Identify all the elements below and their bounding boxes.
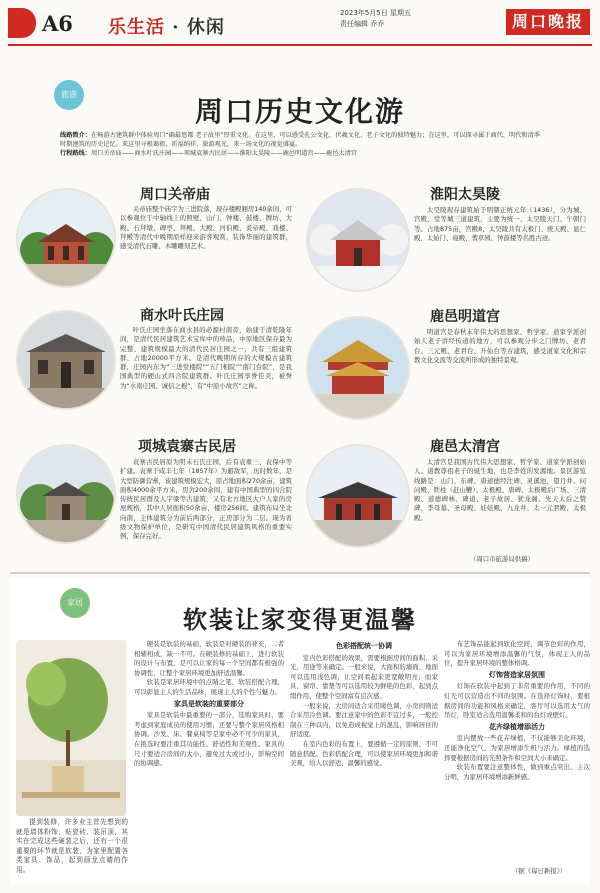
site-text-guandi: 关帝庙整个庙宇为三进院落，现存楼殿厢房140余间，可以参观位于中轴线上的照壁、山门、钟楼、鼓楼、牌坊、大殿、石拜墩、碑亭、拜殿、大殿、河伯殿、炎帝殿、戏楼、拜殿等清代中晚期原样迎来游客观赏，装饰华丽的建筑群，感受清代石雕、木雕雕刻艺术。 [120,205,292,251]
site-title-yuan: 项城袁寨古民居 [138,439,236,455]
taihao-tomb-photo [306,188,410,292]
guandi-temple-photo [16,188,116,288]
col3-subheading: 花卉绿植增添活力 [489,722,545,731]
page-number: A6 [42,11,73,36]
home-badge: 家居 [60,588,90,618]
col3-paragraph: 室内摆放一些花卉绿植，不仅能够美化环境，还能净化空气，为家居增添生机与活力。绿植的选择要根据房间的光照条件和空间大小来确定。 [444,734,590,762]
site-text-taihao: 太昊陵现存建筑始于明朝正统元年（1436），分为城、宫殿、堂等城三道建筑，主要为统一、太昊陵天门、午朝门等。占地875亩，宫殿8，太昊陵共有太极门、统天殿、显仁殿、太始门、寝殿、蓍草园、钟鼓楼等名胜古迹。 [414,206,586,242]
section-subtitle: 休闲 [186,17,225,38]
feature2-headline: 软装让家变得更温馨 [183,605,417,634]
intro-text: 在畅游古建筑群中体验周口“确最悠都 老子故里”厚重文化。在这里，可以感受孔公文化、伏羲文化、老子文化的独特魅力；在这里，可以探寻属于商代、明代和清季时期建筑的历史记忆。来这里寻根谒祖、祈福纳祥、旅游观光，来一场文化的视觉盛宴。 [60,132,541,148]
masthead-meta [340,8,411,30]
photo-caption: 提到装修，许多业主首先想到的就是墙体粉饰、贴瓷砖、装吊顶，其实在完成这些硬装之后，还有一个很重要的环节就是软装，为家里配置各类家具、饰品，起到画龙点睛的作用。 [16,818,128,874]
feature1-intro [60,132,540,158]
feature1-credit: （周口市旅游局供稿） [470,555,534,563]
site-title-ye: 商水叶氏庄园 [140,308,224,324]
site-text-ye: 叶氏庄园坐落在商水县的必源村南旁，始建于清乾隆年间，是清代民居建筑艺术宝库中的珍品，中原地区保存最为完整、建筑规模最大的清代民居庄园之一，共有三组建筑群，占地20000平方米。是清代晚期所存的大规模古建筑群，庄园内东为“三进堂楼院”“五门相院”“南门台院”，是我国典型的硬山式四合院建筑群。叶氏庄园享誉佳美，被誉为“水南庄园、诚信之根”，有“中原小故宫”之称。 [120,326,292,390]
travel-badge: 旅游 [54,80,84,110]
article-column-1 [134,640,284,876]
newspaper-brand: 周口晚报 [506,9,590,35]
yuan-residence-photo [16,444,116,544]
masthead-right [340,8,590,40]
col1-subheading: 家具是软装的重要部分 [174,699,244,708]
col3-paragraph: 灯饰在软装中起到了非常重要的作用，不同的灯光可以营造出不同的氛围。在选择灯饰时，要根据房间的功能和风格来确定，客厅可以选用大气的吊灯，卧室适合选用温馨柔和的台灯或壁灯。 [444,682,590,720]
mingdao-palace-photo [306,316,410,420]
editor-line: 责任编辑 乔乔 [340,20,385,28]
section-name: 乐生活 · 休闲 [108,17,225,38]
col2-subheading: 色彩搭配统一协调 [336,642,392,650]
col1-paragraph: 家具是软装中最重要的一部分，选购家具时，要考虑到家庭成员的使用习惯，还要与整个家居风格相协调。沙发、床、餐桌椅等是家中必不可少的家具，在挑选时要注重其功能性、舒适性和美观性。家具的尺寸要适合房间的大小，避免过大或过小，影响空间的协调感。 [134,711,284,768]
col1-paragraph: 软装是家居环境中的点睛之笔，软装搭配合理，可以彰显主人的生活品味，展现主人的个性与魅力。 [134,678,284,696]
col2-paragraph: 在室内色彩的布置上，要遵循一定的原则，不可随意搭配。色彩搭配合理，可以使家居环境更加和谐美观，给人以舒适、温馨的感觉。 [290,739,438,768]
masthead-rule [8,44,592,46]
col3-paragraph: 软装布置要注意整体性，做到重点突出、主次分明，为家居环境增添新鲜感。 [444,763,590,781]
article-column-3 [444,640,590,864]
section-title: 乐生活 [108,17,165,38]
site-text-taiqing: 太清宫是我国古代伟大思想家、哲学家、道家学派创始人、道教尊祖老子的诞生地，也是李姓的发源地。景区游览线路是：山门、东碑、唐道德经注碑、灵溪池、望月井、问问殿、铁柱（赶山鞭）、太极殿、唐碑、太极殿后广场、三清殿、道德碑林、碑道、老子故居、犹龙阁、先天太后之赞碑、李母墓、圣母殿、娃娃殿、九龙井、太一元君殿、太极殿。 [414,458,586,522]
col2-paragraph: 室内色彩搭配的效果，需要根据房间的面积、采光、用途等来确定。一般来说，大面积的墙面、地面可以选用浅色调，让空间看起来更宽敞明亮；而家具、窗帘、靠垫等可以选用较为鲜艳的色彩，起到点缀作用，使整个空间富有层次感。 [290,653,438,700]
section-divider [10,572,590,574]
feature2-credit: （据《每日新报》） [512,867,567,875]
route-text: 周口关帝庙——商水叶氏庄园——项城袁寨古民居——淮阳太昊陵——鹿邑明道宫——鹿邑太清宫 [90,149,357,157]
masthead [8,6,248,40]
site-text-mingdao: 明道宫是春秋末年伟大的思想家、哲学家、道家学派创始人老子讲经传道的地方，可以参观分步之门牌坊、老君台、三元殿、老君台、升仙台等古建筑，感受道家文化和宗教文化交流等交流所形成的独特景观。 [414,328,586,364]
article-column-2 [290,640,438,876]
site-title-taiqing: 鹿邑太清宫 [430,439,500,455]
site-title-mingdao: 鹿邑明道宫 [430,309,500,325]
site-title-guandi: 周口关帝庙 [140,187,210,203]
col3-subheading: 灯饰营造家居氛围 [489,670,545,679]
col1-paragraph: 硬装是软装的基础，软装是对硬装的补充，二者相辅相成，缺一不可。在硬装修的基础上，进行软装的设计与布置，是可以让家的每一个空间都有极强的协调性，让整个家居环境更加舒适温馨。 [134,640,284,677]
home-decor-photo [16,640,126,816]
taiqing-palace-photo [306,444,410,548]
col3-paragraph: 布艺饰品能起到软化空间、调节色彩的作用，可以为家居环境增添温馨的气氛，体现主人的品位，提升家居环境的整体格调。 [444,640,590,668]
site-title-taihao: 淮阳太昊陵 [430,187,500,203]
site-text-yuan: 袁寨古民居原为明末石氏庄园，后有袁重三、袁保中等扩建。袁寨于咸丰七年（1857年）为避敌军，历时数年，是大型防御营寨，该建筑规模宏大，原占地面积270余亩，建筑面积4000余平方米，房舍200余间，建有中国典型的四合院传统民居群及人字梁等古建筑，又有北方地区大户人家的房屋规格，其中人居面积50余亩，楼房256间。建筑布局坐北向南，主体建筑分为前后两部分，正房部分为二层。现为省级文物保护单位，是研究中国清代民居建筑风格的重要实例，保存完好。 [120,458,292,541]
date-line: 2023年5月5日 星期五 [340,9,411,17]
col2-paragraph: 一般来说，大房间适合采用暖色调，小房间则适合采用冷色调。要注意家中的色彩不宜过多，一般控制在三种以内，以免造成视觉上的混乱，影响居住的舒适度。 [290,701,438,739]
feature1-headline: 周口历史文化游 [194,95,405,128]
route-label: 行程路线： [60,149,91,157]
masthead-red-tab [8,8,36,38]
ye-manor-photo [16,310,116,410]
intro-label: 线路简介： [60,132,92,139]
